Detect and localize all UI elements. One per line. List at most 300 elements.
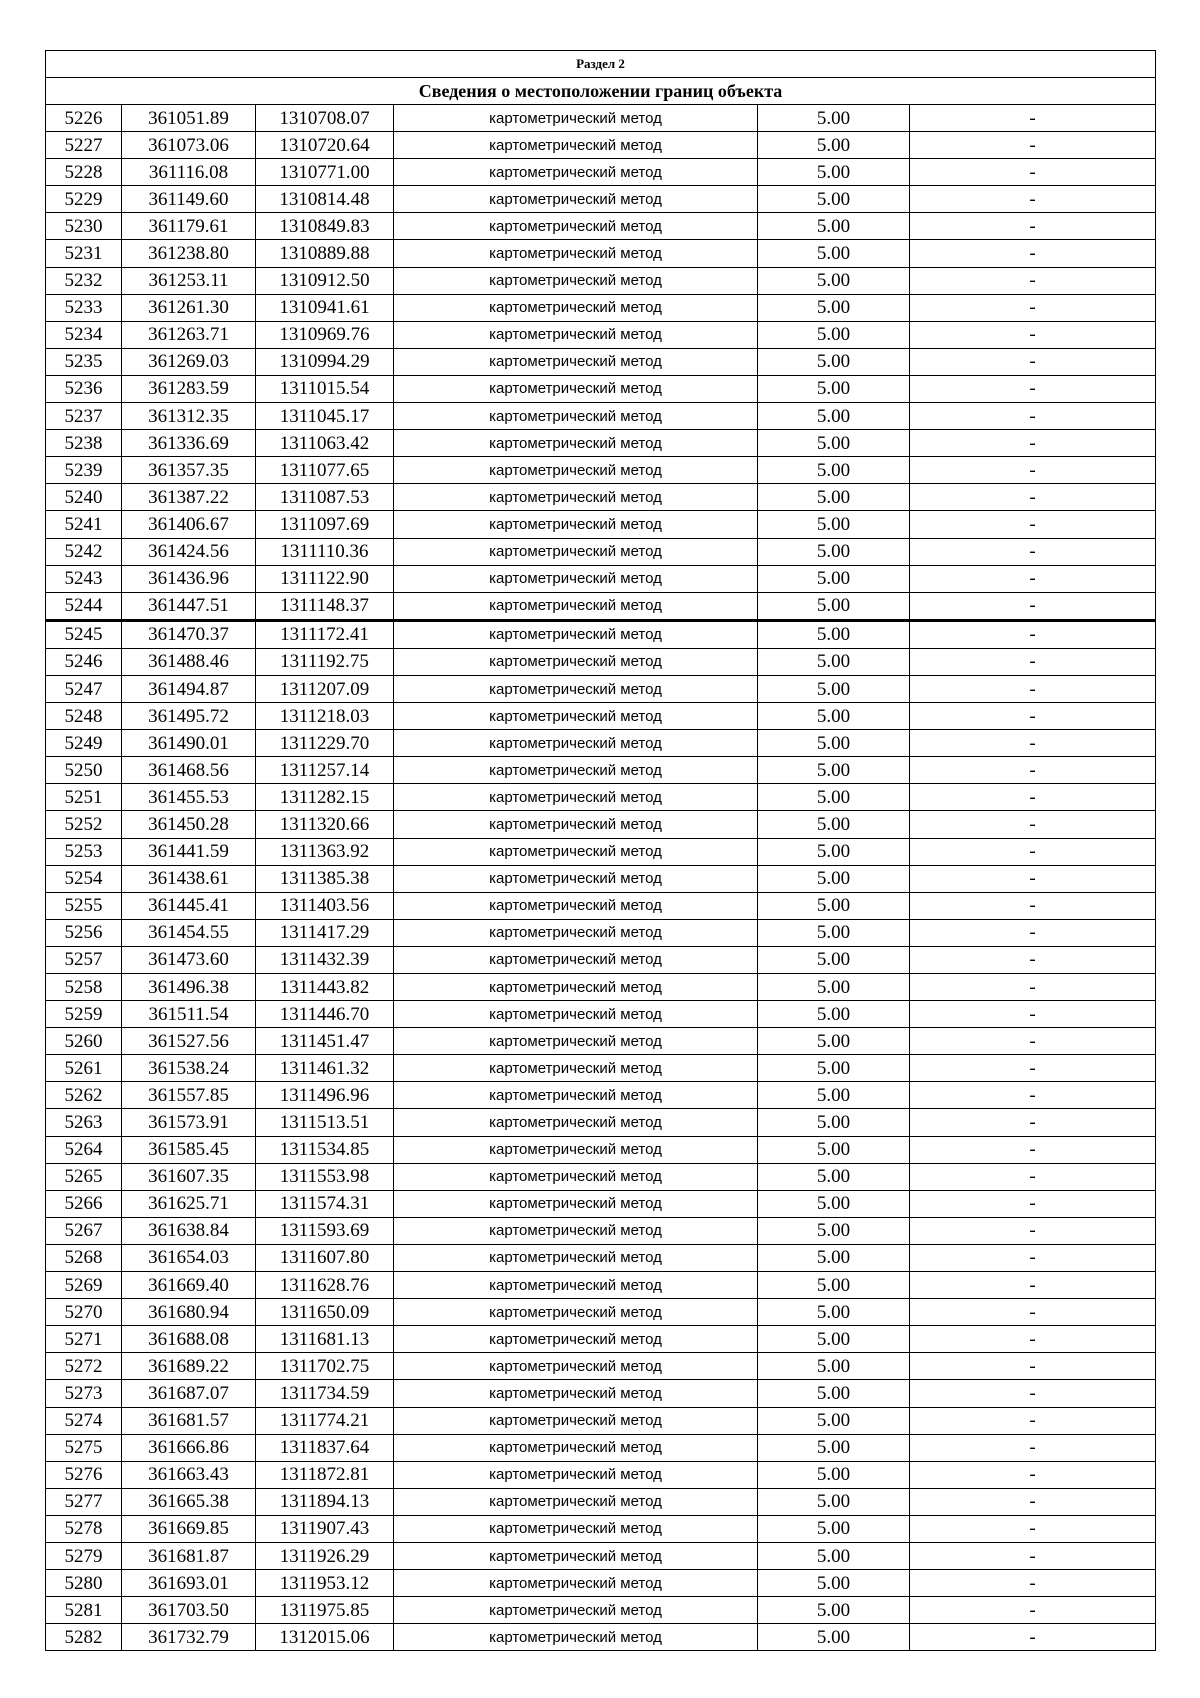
accuracy-cell: 5.00 <box>758 1407 910 1434</box>
x-coordinate-cell: 361447.51 <box>122 592 256 620</box>
description-cell: - <box>910 811 1156 838</box>
method-cell: картометрический метод <box>394 784 758 811</box>
point-number-cell: 5259 <box>46 1001 122 1028</box>
x-coordinate-cell: 361238.80 <box>122 240 256 267</box>
table-row <box>46 1542 1156 1569</box>
y-coordinate-cell: 1311087.53 <box>256 484 394 511</box>
table-row <box>46 105 1156 132</box>
table-row <box>46 538 1156 565</box>
accuracy-cell: 5.00 <box>758 1461 910 1488</box>
method-cell: картометрический метод <box>394 1624 758 1651</box>
description-cell: - <box>910 1272 1156 1299</box>
description-cell: - <box>910 1190 1156 1217</box>
y-coordinate-cell: 1311461.32 <box>256 1055 394 1082</box>
description-cell: - <box>910 974 1156 1001</box>
point-number-cell: 5281 <box>46 1597 122 1624</box>
x-coordinate-cell: 361585.45 <box>122 1136 256 1163</box>
x-coordinate-cell: 361732.79 <box>122 1624 256 1651</box>
accuracy-cell: 5.00 <box>758 1380 910 1407</box>
y-coordinate-cell: 1310941.61 <box>256 294 394 321</box>
method-cell: картометрический метод <box>394 132 758 159</box>
description-cell: - <box>910 1353 1156 1380</box>
method-cell: картометрический метод <box>394 1461 758 1488</box>
accuracy-cell: 5.00 <box>758 1515 910 1542</box>
table-row <box>46 757 1156 784</box>
y-coordinate-cell: 1311907.43 <box>256 1515 394 1542</box>
table-row <box>46 457 1156 484</box>
y-coordinate-cell: 1311110.36 <box>256 538 394 565</box>
point-number-cell: 5249 <box>46 730 122 757</box>
accuracy-cell: 5.00 <box>758 1190 910 1217</box>
accuracy-cell: 5.00 <box>758 730 910 757</box>
description-cell: - <box>910 648 1156 675</box>
method-cell: картометрический метод <box>394 838 758 865</box>
table-row <box>46 1001 1156 1028</box>
method-cell: картометрический метод <box>394 1542 758 1569</box>
description-cell: - <box>910 675 1156 702</box>
table-row <box>46 294 1156 321</box>
method-cell: картометрический метод <box>394 105 758 132</box>
accuracy-cell: 5.00 <box>758 1353 910 1380</box>
table-subtitle: Сведения о местоположении границ объекта <box>46 78 1156 105</box>
y-coordinate-cell: 1310814.48 <box>256 186 394 213</box>
method-cell: картометрический метод <box>394 1326 758 1353</box>
table-row <box>46 1163 1156 1190</box>
table-row <box>46 784 1156 811</box>
y-coordinate-cell: 1310708.07 <box>256 105 394 132</box>
y-coordinate-cell: 1311432.39 <box>256 946 394 973</box>
table-row <box>46 974 1156 1001</box>
description-cell: - <box>910 1624 1156 1651</box>
description-cell: - <box>910 457 1156 484</box>
accuracy-cell: 5.00 <box>758 1542 910 1569</box>
x-coordinate-cell: 361051.89 <box>122 105 256 132</box>
table-row <box>46 213 1156 240</box>
method-cell: картометрический метод <box>394 1488 758 1515</box>
description-cell: - <box>910 321 1156 348</box>
method-cell: картометрический метод <box>394 1163 758 1190</box>
table-row <box>46 1299 1156 1326</box>
y-coordinate-cell: 1311534.85 <box>256 1136 394 1163</box>
description-cell: - <box>910 1055 1156 1082</box>
method-cell: картометрический метод <box>394 484 758 511</box>
x-coordinate-cell: 361441.59 <box>122 838 256 865</box>
accuracy-cell: 5.00 <box>758 703 910 730</box>
accuracy-cell: 5.00 <box>758 1055 910 1082</box>
y-coordinate-cell: 1311403.56 <box>256 892 394 919</box>
table-row <box>46 267 1156 294</box>
method-cell: картометрический метод <box>394 703 758 730</box>
point-number-cell: 5246 <box>46 648 122 675</box>
x-coordinate-cell: 361607.35 <box>122 1163 256 1190</box>
accuracy-cell: 5.00 <box>758 1299 910 1326</box>
y-coordinate-cell: 1311229.70 <box>256 730 394 757</box>
y-coordinate-cell: 1311122.90 <box>256 565 394 592</box>
accuracy-cell: 5.00 <box>758 757 910 784</box>
table-row <box>46 1488 1156 1515</box>
description-cell: - <box>910 1407 1156 1434</box>
x-coordinate-cell: 361669.40 <box>122 1272 256 1299</box>
accuracy-cell: 5.00 <box>758 811 910 838</box>
point-number-cell: 5233 <box>46 294 122 321</box>
y-coordinate-cell: 1311192.75 <box>256 648 394 675</box>
point-number-cell: 5276 <box>46 1461 122 1488</box>
method-cell: картометрический метод <box>394 294 758 321</box>
table-row <box>46 1136 1156 1163</box>
point-number-cell: 5267 <box>46 1217 122 1244</box>
x-coordinate-cell: 361681.57 <box>122 1407 256 1434</box>
table-row <box>46 484 1156 511</box>
y-coordinate-cell: 1311385.38 <box>256 865 394 892</box>
y-coordinate-cell: 1311257.14 <box>256 757 394 784</box>
table-row <box>46 811 1156 838</box>
table-row <box>46 1082 1156 1109</box>
x-coordinate-cell: 361357.35 <box>122 457 256 484</box>
description-cell: - <box>910 1136 1156 1163</box>
method-cell: картометрический метод <box>394 186 758 213</box>
table-row <box>46 946 1156 973</box>
description-cell: - <box>910 1380 1156 1407</box>
x-coordinate-cell: 361688.08 <box>122 1326 256 1353</box>
y-coordinate-cell: 1311553.98 <box>256 1163 394 1190</box>
x-coordinate-cell: 361538.24 <box>122 1055 256 1082</box>
x-coordinate-cell: 361149.60 <box>122 186 256 213</box>
method-cell: картометрический метод <box>394 1109 758 1136</box>
point-number-cell: 5256 <box>46 919 122 946</box>
x-coordinate-cell: 361663.43 <box>122 1461 256 1488</box>
point-number-cell: 5226 <box>46 105 122 132</box>
table-row <box>46 1515 1156 1542</box>
table-row <box>46 1244 1156 1271</box>
method-cell: картометрический метод <box>394 1190 758 1217</box>
accuracy-cell: 5.00 <box>758 240 910 267</box>
y-coordinate-cell: 1311063.42 <box>256 430 394 457</box>
table-row <box>46 1353 1156 1380</box>
description-cell: - <box>910 267 1156 294</box>
description-cell: - <box>910 375 1156 402</box>
accuracy-cell: 5.00 <box>758 592 910 620</box>
method-cell: картометрический метод <box>394 1434 758 1461</box>
accuracy-cell: 5.00 <box>758 511 910 538</box>
accuracy-cell: 5.00 <box>758 784 910 811</box>
point-number-cell: 5250 <box>46 757 122 784</box>
x-coordinate-cell: 361666.86 <box>122 1434 256 1461</box>
method-cell: картометрический метод <box>394 1217 758 1244</box>
y-coordinate-cell: 1310912.50 <box>256 267 394 294</box>
point-number-cell: 5263 <box>46 1109 122 1136</box>
point-number-cell: 5282 <box>46 1624 122 1651</box>
description-cell: - <box>910 213 1156 240</box>
accuracy-cell: 5.00 <box>758 132 910 159</box>
table-row <box>46 865 1156 892</box>
description-cell: - <box>910 484 1156 511</box>
x-coordinate-cell: 361680.94 <box>122 1299 256 1326</box>
section-title: Раздел 2 <box>46 51 1156 78</box>
description-cell: - <box>910 703 1156 730</box>
method-cell: картометрический метод <box>394 375 758 402</box>
accuracy-cell: 5.00 <box>758 1082 910 1109</box>
y-coordinate-cell: 1311607.80 <box>256 1244 394 1271</box>
y-coordinate-cell: 1311628.76 <box>256 1272 394 1299</box>
y-coordinate-cell: 1311593.69 <box>256 1217 394 1244</box>
description-cell: - <box>910 1001 1156 1028</box>
x-coordinate-cell: 361454.55 <box>122 919 256 946</box>
x-coordinate-cell: 361073.06 <box>122 132 256 159</box>
accuracy-cell: 5.00 <box>758 1109 910 1136</box>
description-cell: - <box>910 186 1156 213</box>
accuracy-cell: 5.00 <box>758 1217 910 1244</box>
point-number-cell: 5275 <box>46 1434 122 1461</box>
accuracy-cell: 5.00 <box>758 919 910 946</box>
description-cell: - <box>910 1434 1156 1461</box>
x-coordinate-cell: 361689.22 <box>122 1353 256 1380</box>
y-coordinate-cell: 1311774.21 <box>256 1407 394 1434</box>
description-cell: - <box>910 592 1156 620</box>
table-row <box>46 240 1156 267</box>
point-number-cell: 5228 <box>46 159 122 186</box>
description-cell: - <box>910 403 1156 430</box>
description-cell: - <box>910 511 1156 538</box>
x-coordinate-cell: 361681.87 <box>122 1542 256 1569</box>
accuracy-cell: 5.00 <box>758 1597 910 1624</box>
accuracy-cell: 5.00 <box>758 1488 910 1515</box>
accuracy-cell: 5.00 <box>758 1434 910 1461</box>
accuracy-cell: 5.00 <box>758 1163 910 1190</box>
y-coordinate-cell: 1311148.37 <box>256 592 394 620</box>
point-number-cell: 5247 <box>46 675 122 702</box>
point-number-cell: 5268 <box>46 1244 122 1271</box>
description-cell: - <box>910 159 1156 186</box>
method-cell: картометрический метод <box>394 1244 758 1271</box>
point-number-cell: 5242 <box>46 538 122 565</box>
description-cell: - <box>910 1597 1156 1624</box>
method-cell: картометрический метод <box>394 267 758 294</box>
method-cell: картометрический метод <box>394 811 758 838</box>
description-cell: - <box>910 1488 1156 1515</box>
accuracy-cell: 5.00 <box>758 865 910 892</box>
description-cell: - <box>910 430 1156 457</box>
method-cell: картометрический метод <box>394 865 758 892</box>
description-cell: - <box>910 240 1156 267</box>
table-row <box>46 1217 1156 1244</box>
y-coordinate-cell: 1311172.41 <box>256 620 394 648</box>
y-coordinate-cell: 1311734.59 <box>256 1380 394 1407</box>
method-cell: картометрический метод <box>394 620 758 648</box>
y-coordinate-cell: 1310889.88 <box>256 240 394 267</box>
y-coordinate-cell: 1312015.06 <box>256 1624 394 1651</box>
description-cell: - <box>910 1570 1156 1597</box>
table-row <box>46 1272 1156 1299</box>
point-number-cell: 5231 <box>46 240 122 267</box>
y-coordinate-cell: 1311953.12 <box>256 1570 394 1597</box>
method-cell: картометрический метод <box>394 1570 758 1597</box>
point-number-cell: 5236 <box>46 375 122 402</box>
accuracy-cell: 5.00 <box>758 565 910 592</box>
accuracy-cell: 5.00 <box>758 186 910 213</box>
x-coordinate-cell: 361253.11 <box>122 267 256 294</box>
table-row <box>46 892 1156 919</box>
x-coordinate-cell: 361424.56 <box>122 538 256 565</box>
y-coordinate-cell: 1311702.75 <box>256 1353 394 1380</box>
method-cell: картометрический метод <box>394 1272 758 1299</box>
accuracy-cell: 5.00 <box>758 620 910 648</box>
point-number-cell: 5271 <box>46 1326 122 1353</box>
point-number-cell: 5272 <box>46 1353 122 1380</box>
accuracy-cell: 5.00 <box>758 403 910 430</box>
table-row <box>46 159 1156 186</box>
y-coordinate-cell: 1311045.17 <box>256 403 394 430</box>
x-coordinate-cell: 361693.01 <box>122 1570 256 1597</box>
description-cell: - <box>910 865 1156 892</box>
method-cell: картометрический метод <box>394 213 758 240</box>
description-cell: - <box>910 946 1156 973</box>
method-cell: картометрический метод <box>394 1353 758 1380</box>
x-coordinate-cell: 361625.71 <box>122 1190 256 1217</box>
description-cell: - <box>910 919 1156 946</box>
x-coordinate-cell: 361488.46 <box>122 648 256 675</box>
accuracy-cell: 5.00 <box>758 321 910 348</box>
accuracy-cell: 5.00 <box>758 1136 910 1163</box>
accuracy-cell: 5.00 <box>758 1326 910 1353</box>
section-title-row <box>46 51 1156 78</box>
description-cell: - <box>910 757 1156 784</box>
accuracy-cell: 5.00 <box>758 213 910 240</box>
y-coordinate-cell: 1310969.76 <box>256 321 394 348</box>
accuracy-cell: 5.00 <box>758 1028 910 1055</box>
table-row <box>46 1055 1156 1082</box>
description-cell: - <box>910 105 1156 132</box>
y-coordinate-cell: 1311077.65 <box>256 457 394 484</box>
description-cell: - <box>910 538 1156 565</box>
accuracy-cell: 5.00 <box>758 838 910 865</box>
point-number-cell: 5237 <box>46 403 122 430</box>
table-row <box>46 403 1156 430</box>
y-coordinate-cell: 1311097.69 <box>256 511 394 538</box>
table-row <box>46 1597 1156 1624</box>
accuracy-cell: 5.00 <box>758 1570 910 1597</box>
accuracy-cell: 5.00 <box>758 294 910 321</box>
point-number-cell: 5230 <box>46 213 122 240</box>
point-number-cell: 5278 <box>46 1515 122 1542</box>
method-cell: картометрический метод <box>394 403 758 430</box>
x-coordinate-cell: 361269.03 <box>122 348 256 375</box>
x-coordinate-cell: 361455.53 <box>122 784 256 811</box>
table-row <box>46 430 1156 457</box>
x-coordinate-cell: 361511.54 <box>122 1001 256 1028</box>
description-cell: - <box>910 1461 1156 1488</box>
method-cell: картометрический метод <box>394 1055 758 1082</box>
point-number-cell: 5235 <box>46 348 122 375</box>
method-cell: картометрический метод <box>394 1515 758 1542</box>
description-cell: - <box>910 1299 1156 1326</box>
description-cell: - <box>910 1109 1156 1136</box>
y-coordinate-cell: 1311975.85 <box>256 1597 394 1624</box>
x-coordinate-cell: 361283.59 <box>122 375 256 402</box>
method-cell: картометрический метод <box>394 1082 758 1109</box>
point-number-cell: 5240 <box>46 484 122 511</box>
method-cell: картометрический метод <box>394 1299 758 1326</box>
accuracy-cell: 5.00 <box>758 457 910 484</box>
x-coordinate-cell: 361312.35 <box>122 403 256 430</box>
point-number-cell: 5264 <box>46 1136 122 1163</box>
method-cell: картометрический метод <box>394 1136 758 1163</box>
table-row <box>46 186 1156 213</box>
accuracy-cell: 5.00 <box>758 1001 910 1028</box>
table-row <box>46 919 1156 946</box>
x-coordinate-cell: 361263.71 <box>122 321 256 348</box>
point-number-cell: 5245 <box>46 620 122 648</box>
method-cell: картометрический метод <box>394 511 758 538</box>
method-cell: картометрический метод <box>394 430 758 457</box>
description-cell: - <box>910 620 1156 648</box>
table-body <box>46 51 1156 1651</box>
x-coordinate-cell: 361496.38 <box>122 974 256 1001</box>
table-row <box>46 1326 1156 1353</box>
x-coordinate-cell: 361665.38 <box>122 1488 256 1515</box>
description-cell: - <box>910 730 1156 757</box>
table-row <box>46 592 1156 620</box>
table-row <box>46 648 1156 675</box>
method-cell: картометрический метод <box>394 974 758 1001</box>
description-cell: - <box>910 1515 1156 1542</box>
x-coordinate-cell: 361387.22 <box>122 484 256 511</box>
point-number-cell: 5265 <box>46 1163 122 1190</box>
x-coordinate-cell: 361261.30 <box>122 294 256 321</box>
description-cell: - <box>910 784 1156 811</box>
y-coordinate-cell: 1311417.29 <box>256 919 394 946</box>
point-number-cell: 5279 <box>46 1542 122 1569</box>
method-cell: картометрический метод <box>394 1380 758 1407</box>
x-coordinate-cell: 361703.50 <box>122 1597 256 1624</box>
table-row <box>46 1028 1156 1055</box>
method-cell: картометрический метод <box>394 240 758 267</box>
y-coordinate-cell: 1311926.29 <box>256 1542 394 1569</box>
description-cell: - <box>910 1326 1156 1353</box>
method-cell: картометрический метод <box>394 457 758 484</box>
description-cell: - <box>910 1082 1156 1109</box>
description-cell: - <box>910 838 1156 865</box>
x-coordinate-cell: 361179.61 <box>122 213 256 240</box>
point-number-cell: 5260 <box>46 1028 122 1055</box>
y-coordinate-cell: 1311207.09 <box>256 675 394 702</box>
description-cell: - <box>910 1542 1156 1569</box>
table-row <box>46 730 1156 757</box>
description-cell: - <box>910 892 1156 919</box>
method-cell: картометрический метод <box>394 159 758 186</box>
y-coordinate-cell: 1311015.54 <box>256 375 394 402</box>
point-number-cell: 5258 <box>46 974 122 1001</box>
accuracy-cell: 5.00 <box>758 675 910 702</box>
method-cell: картометрический метод <box>394 592 758 620</box>
method-cell: картометрический метод <box>394 946 758 973</box>
point-number-cell: 5234 <box>46 321 122 348</box>
y-coordinate-cell: 1311894.13 <box>256 1488 394 1515</box>
x-coordinate-cell: 361470.37 <box>122 620 256 648</box>
point-number-cell: 5248 <box>46 703 122 730</box>
table-row <box>46 1461 1156 1488</box>
accuracy-cell: 5.00 <box>758 105 910 132</box>
table-row <box>46 838 1156 865</box>
point-number-cell: 5227 <box>46 132 122 159</box>
x-coordinate-cell: 361573.91 <box>122 1109 256 1136</box>
x-coordinate-cell: 361490.01 <box>122 730 256 757</box>
method-cell: картометрический метод <box>394 565 758 592</box>
x-coordinate-cell: 361687.07 <box>122 1380 256 1407</box>
point-number-cell: 5251 <box>46 784 122 811</box>
y-coordinate-cell: 1310771.00 <box>256 159 394 186</box>
point-number-cell: 5239 <box>46 457 122 484</box>
y-coordinate-cell: 1311837.64 <box>256 1434 394 1461</box>
